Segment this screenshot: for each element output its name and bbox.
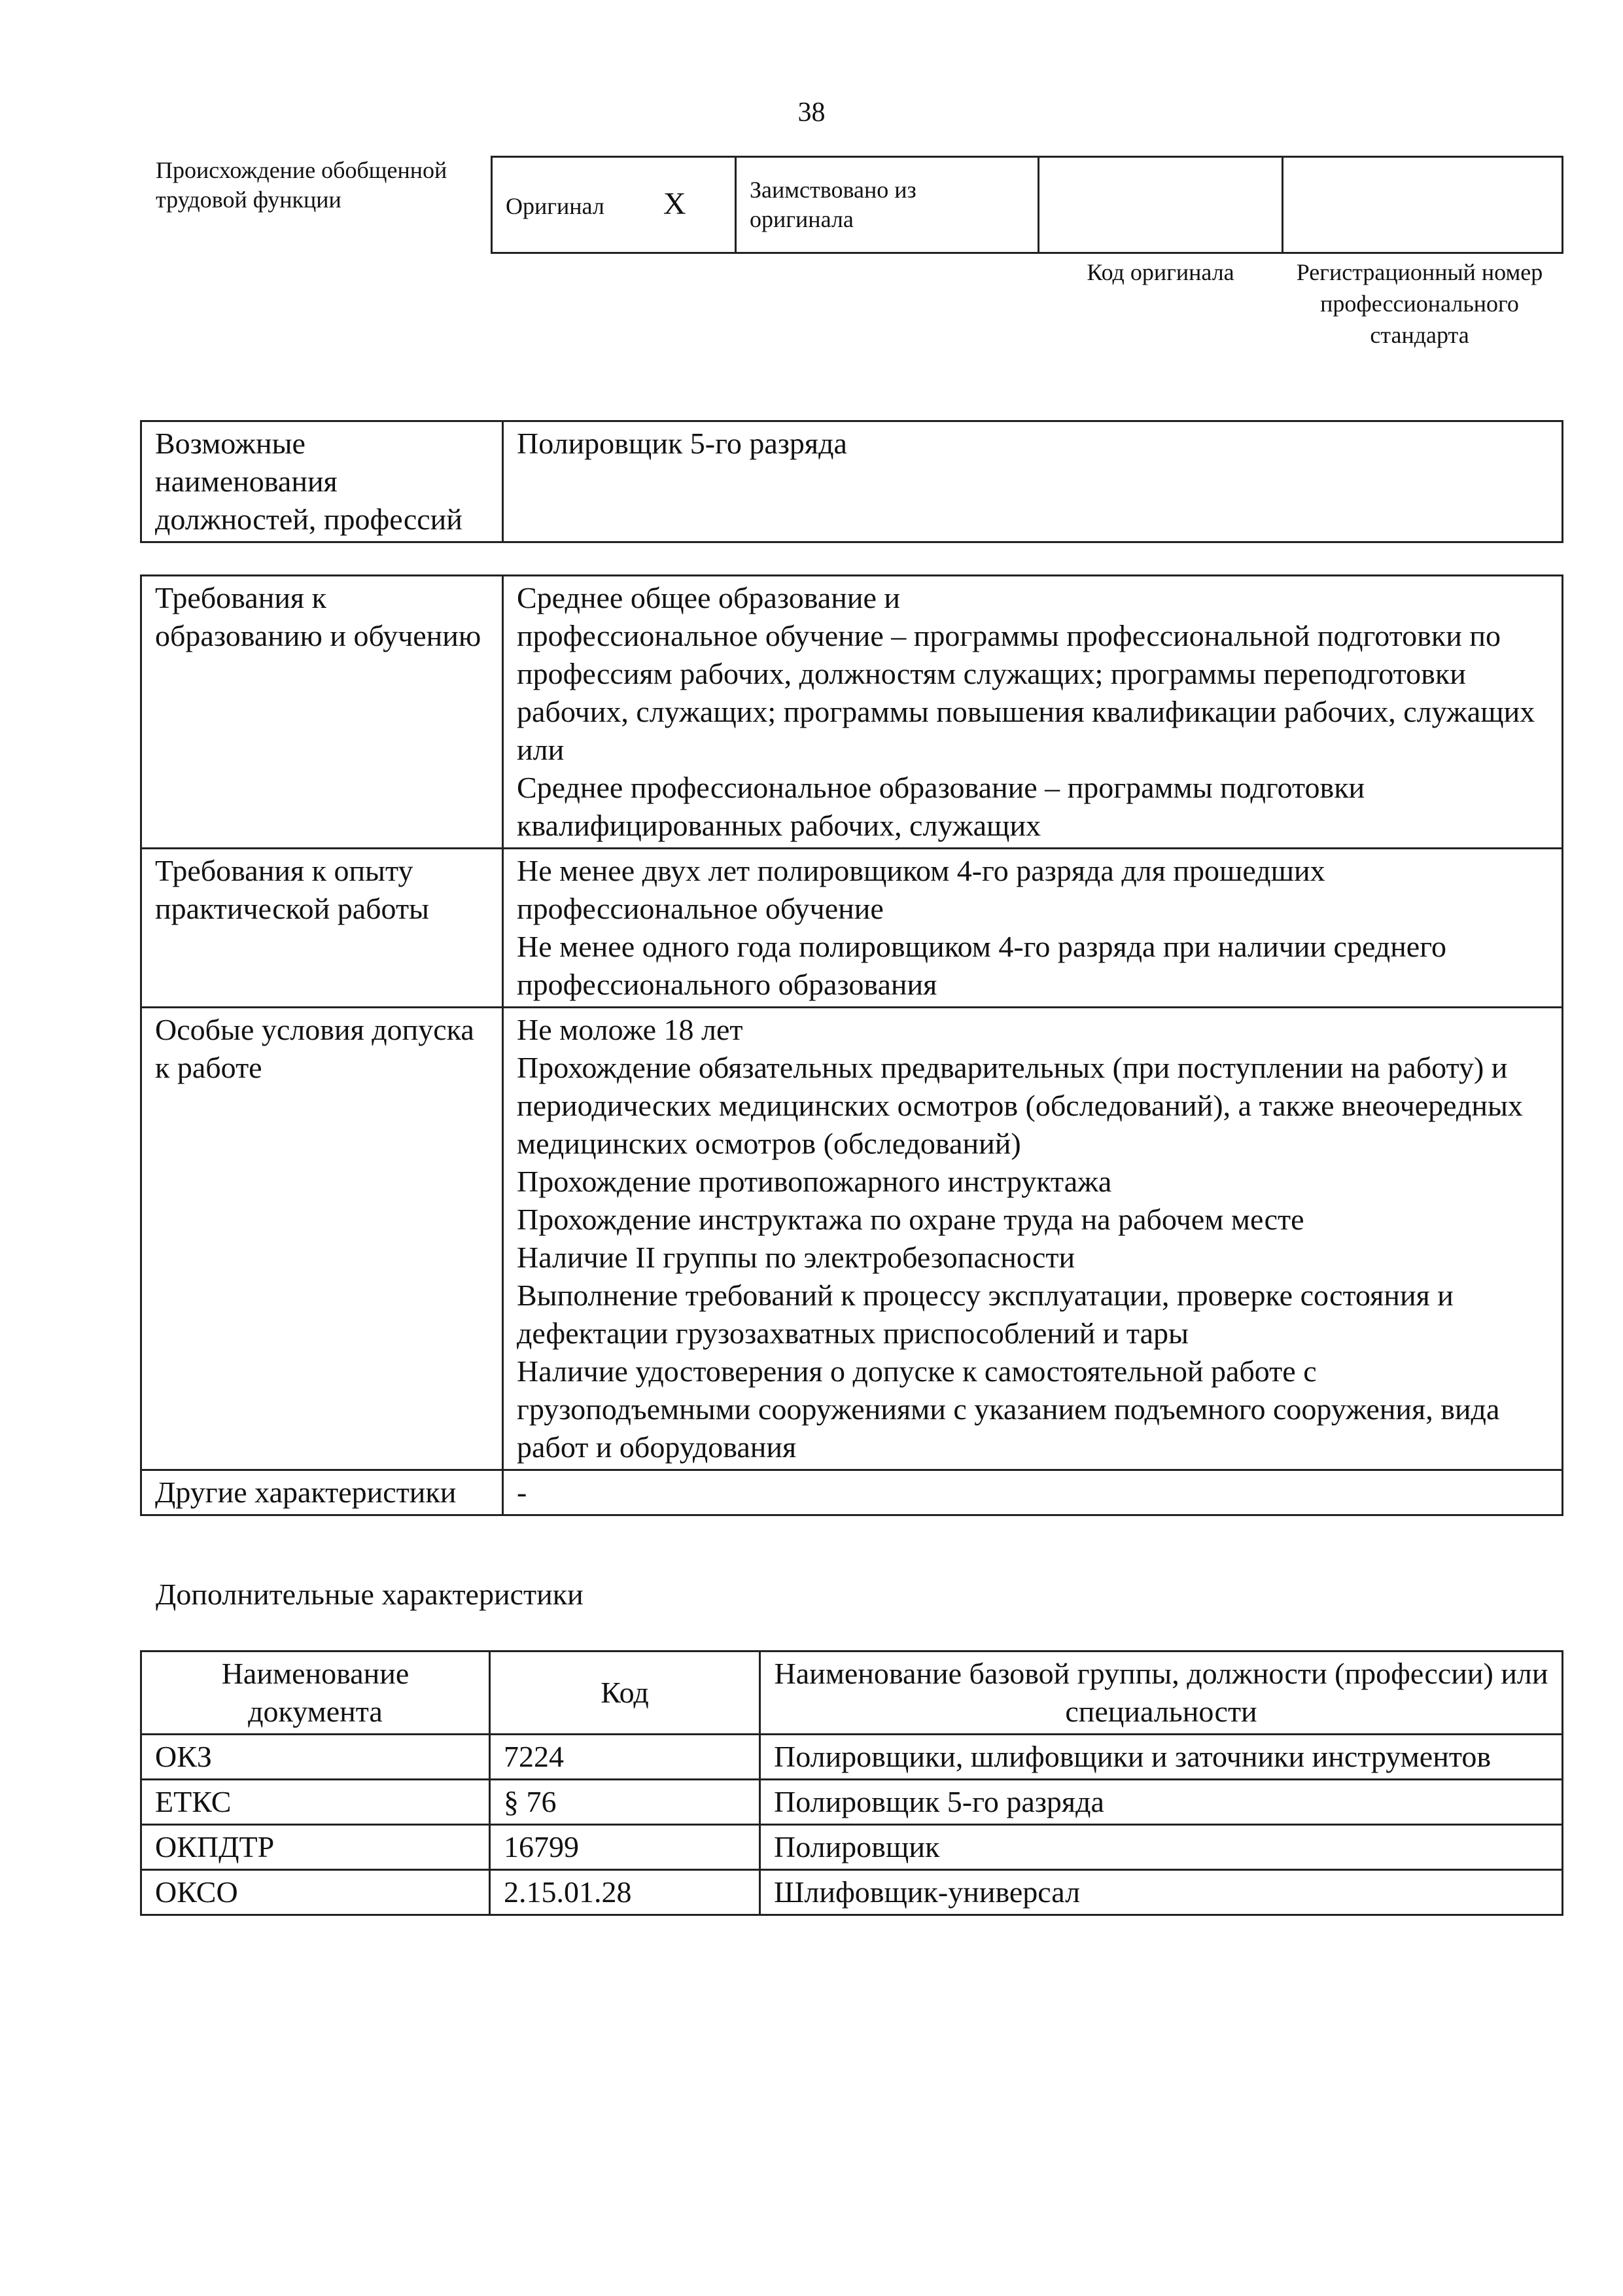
- requirement-line: Прохождение обязательных предварительных (при поступлении на работу) и периодических медицинских осмотров (обследований), а также внеочередных медицинских осмотров (обследований): [517, 1051, 1523, 1160]
- table-cell: ОКПДТР: [141, 1825, 490, 1870]
- table-row: [141, 1735, 1563, 1780]
- requirement-line: -: [517, 1475, 527, 1509]
- requirement-line: Прохождение противопожарного инструктажа: [517, 1165, 1112, 1198]
- table-row: [141, 1825, 1563, 1870]
- table-cell: 7224: [490, 1735, 760, 1780]
- requirement-line: Прохождение инструктажа по охране труда на рабочем месте: [517, 1203, 1304, 1236]
- table-cell: § 76: [490, 1780, 760, 1825]
- requirement-line: Среднее общее образование и: [517, 581, 901, 614]
- original-mark: X: [663, 186, 686, 221]
- table-cell: Полировщик 5-го разряда: [760, 1780, 1563, 1825]
- table-cell: Полировщик: [760, 1825, 1563, 1870]
- requirements-row-admission: [141, 1008, 1563, 1470]
- requirement-line: Наличие удостоверения о допуске к самостоятельной работе с грузоподъемными сооружениями с указанием подъемного сооружения, вида работ и оборудования: [517, 1354, 1500, 1464]
- registration-number-caption: Регистрационный номер профессионального стандарта: [1296, 259, 1543, 348]
- extra-table: [140, 1650, 1563, 1916]
- requirements-label: Требования к опыту практической работы: [141, 849, 503, 1008]
- original-label: Оригинал: [506, 192, 604, 219]
- requirements-value: [503, 1008, 1563, 1470]
- requirements-row-education: [141, 576, 1563, 849]
- original-cell: [492, 157, 736, 253]
- origin-label: Происхождение обобщенной трудовой функции: [156, 157, 447, 213]
- requirements-table: [140, 574, 1563, 1516]
- table-row: [141, 1780, 1563, 1825]
- table-cell: ОКЗ: [141, 1735, 490, 1780]
- positions-table: [140, 420, 1563, 543]
- requirements-label: Другие характеристики: [141, 1470, 503, 1515]
- registration-number-cell: [1283, 157, 1563, 253]
- page-number: 38: [797, 97, 826, 128]
- requirements-row-other: [141, 1470, 1563, 1515]
- requirement-line: Не моложе 18 лет: [517, 1013, 743, 1046]
- requirement-line: Среднее профессиональное образование – программы подготовки квалифицированных рабочих, служащих: [517, 771, 1365, 842]
- column-header: Код: [490, 1651, 760, 1735]
- borrowed-label: Заимствовано из оригинала: [736, 157, 1039, 253]
- requirements-value: [503, 1470, 1563, 1515]
- table-cell: ОКСО: [141, 1870, 490, 1915]
- requirement-line: или: [517, 733, 565, 766]
- original-code-caption: Код оригинала: [1087, 259, 1234, 285]
- requirements-row-experience: [141, 849, 1563, 1008]
- table-cell: 2.15.01.28: [490, 1870, 760, 1915]
- requirement-line: Наличие II группы по электробезопасности: [517, 1241, 1075, 1274]
- table-cell: 16799: [490, 1825, 760, 1870]
- extra-table-header: [141, 1651, 1563, 1735]
- table-cell: ЕТКС: [141, 1780, 490, 1825]
- column-header: Наименование базовой группы, должности (профессии) или специальности: [760, 1651, 1563, 1735]
- requirements-label: Требования к образованию и обучению: [141, 576, 503, 849]
- positions-value: Полировщик 5-го разряда: [503, 421, 1563, 542]
- requirements-value: [503, 576, 1563, 849]
- requirement-line: Не менее одного года полировщиком 4-го разряда при наличии среднего профессионального образования: [517, 930, 1446, 1001]
- table-cell: Полировщики, шлифовщики и заточники инструментов: [760, 1735, 1563, 1780]
- requirements-label: Особые условия допуска к работе: [141, 1008, 503, 1470]
- column-header: Наименование документа: [141, 1651, 490, 1735]
- requirement-line: Не менее двух лет полировщиком 4-го разряда для прошедших профессиональное обучение: [517, 854, 1325, 925]
- table-row: [141, 1870, 1563, 1915]
- positions-label: Возможные наименования должностей, профессий: [141, 421, 503, 542]
- requirement-line: Выполнение требований к процессу эксплуатации, проверке состояния и дефектации грузозахватных приспособлений и тары: [517, 1279, 1454, 1350]
- requirement-line: профессиональное обучение – программы профессиональной подготовки по профессиям рабочих, должностям служащих; программы переподготовки рабочих, служащих; программы повышения квалификации рабочих, служащих: [517, 619, 1535, 728]
- table-cell: Шлифовщик-универсал: [760, 1870, 1563, 1915]
- section-title: Дополнительные характеристики: [156, 1578, 584, 1611]
- requirements-value: [503, 849, 1563, 1008]
- origin-table: [491, 156, 1563, 254]
- original-code-cell: [1039, 157, 1283, 253]
